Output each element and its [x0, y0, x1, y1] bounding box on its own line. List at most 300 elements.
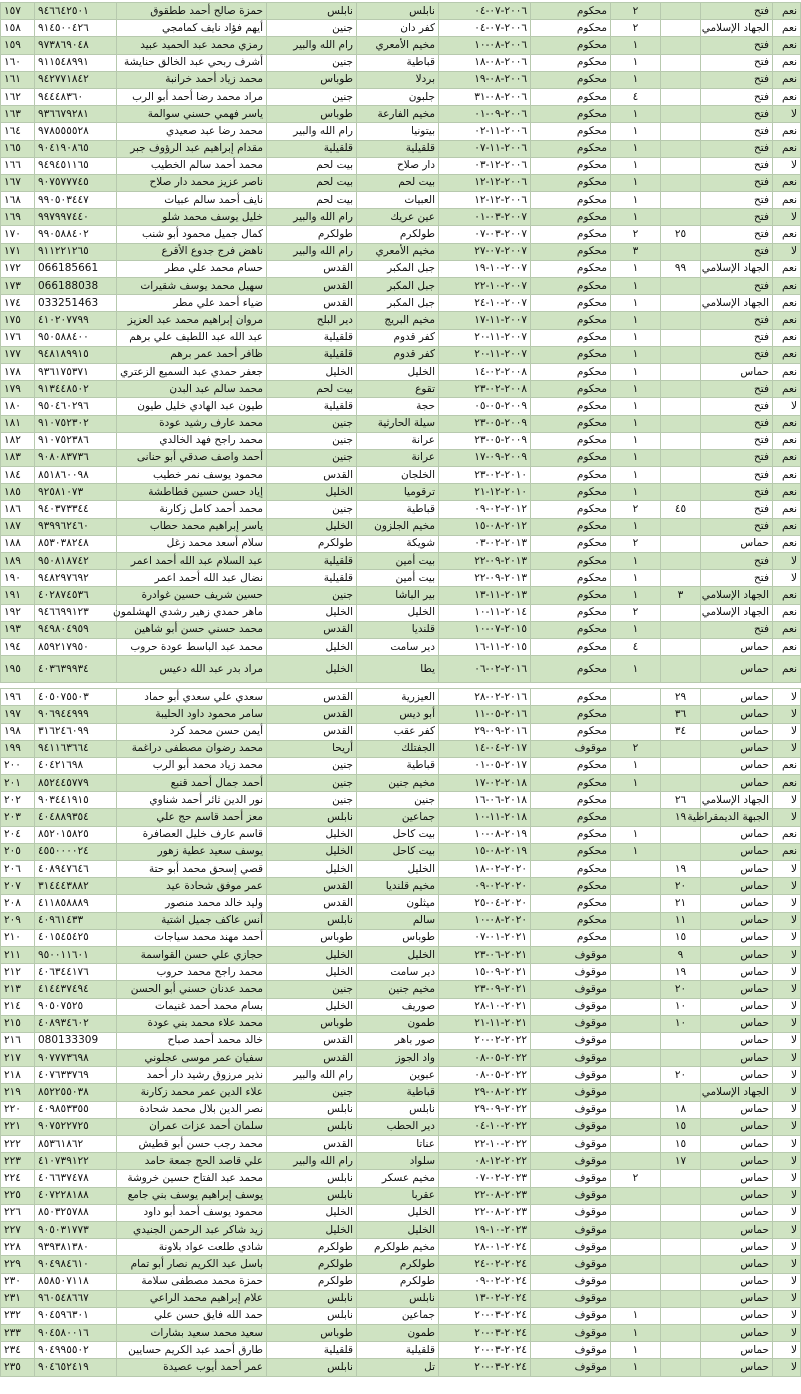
count-b-cell [661, 71, 701, 88]
town-cell: عقربا [357, 1187, 439, 1204]
answer-cell: نعم [773, 381, 801, 398]
count-b-cell [661, 553, 701, 570]
table-row [1, 1325, 801, 1342]
faction-cell: حماس [701, 1256, 773, 1273]
row-number: ١٨٠ [1, 398, 35, 415]
faction-cell: فتح [701, 123, 773, 140]
status-cell: موقوف [531, 998, 611, 1015]
count-b-cell [661, 157, 701, 174]
town-cell: جماعين [357, 809, 439, 826]
town-cell: طولكرم [357, 226, 439, 243]
status-cell: محكوم [531, 895, 611, 912]
date-cell: ٢٠٠٦-٠٧-٠٤ [439, 3, 531, 20]
governorate-cell: طولكرم [267, 1273, 357, 1290]
count-b-cell: ٤٥ [661, 501, 701, 518]
row-number: ٢١٣ [1, 981, 35, 998]
row-number: ١٨٤ [1, 467, 35, 484]
faction-cell: الجبهة الديمقراطية [701, 809, 773, 826]
answer-cell: لا [773, 106, 801, 123]
answer-cell: لا [773, 1273, 801, 1290]
governorate-cell: بيت لحم [267, 157, 357, 174]
count-b-cell [661, 775, 701, 792]
name-cell: محمد زياد محمد أبو الرب [117, 757, 267, 774]
status-cell: موقوف [531, 981, 611, 998]
answer-cell: نعم [773, 226, 801, 243]
town-cell: يطا [357, 656, 439, 683]
faction-cell: فتح [701, 467, 773, 484]
date-cell: ٢٠٠٩-٠٥-٢٣ [439, 432, 531, 449]
date-cell: ٢٠٠٧-٠٧-٢٧ [439, 243, 531, 260]
town-cell: الخليل [357, 363, 439, 380]
count-a-cell: ١ [611, 209, 661, 226]
date-cell: ٢٠٢٢-٠٥-٠٨ [439, 1050, 531, 1067]
table-row [1, 1050, 801, 1067]
table-row [1, 1273, 801, 1290]
table-row [1, 1015, 801, 1032]
answer-cell: لا [773, 1359, 801, 1376]
faction-cell: حماس [701, 1239, 773, 1256]
answer-cell: نعم [773, 415, 801, 432]
governorate-cell: نابلس [267, 1307, 357, 1324]
name-cell: سهيل محمد يوسف شقيرات [117, 278, 267, 295]
town-cell: نابلس [357, 1101, 439, 1118]
row-number: ١٧٤ [1, 295, 35, 312]
count-b-cell: ١٠ [661, 998, 701, 1015]
count-a-cell: ٢ [611, 1170, 661, 1187]
answer-cell: نعم [773, 638, 801, 655]
table-row [1, 621, 801, 638]
row-number: ٢٢٧ [1, 1221, 35, 1238]
faction-cell: حماس [701, 1204, 773, 1221]
count-b-cell [661, 398, 701, 415]
answer-cell: لا [773, 1153, 801, 1170]
count-b-cell: ١٥ [661, 929, 701, 946]
status-cell: موقوف [531, 1325, 611, 1342]
name-cell: محمد سالم عبد البدن [117, 381, 267, 398]
count-b-cell [661, 449, 701, 466]
faction-cell: حماس [701, 1221, 773, 1238]
status-cell: محكوم [531, 912, 611, 929]
governorate-cell: جنين [267, 775, 357, 792]
table-row [1, 243, 801, 260]
count-b-cell [661, 278, 701, 295]
town-cell: بيتونيا [357, 123, 439, 140]
count-a-cell: ١ [611, 432, 661, 449]
faction-cell: فتح [701, 106, 773, 123]
name-cell: خالد محمد أحمد صباح [117, 1032, 267, 1049]
name-cell: شادي طلعت عواد بلاونة [117, 1239, 267, 1256]
town-cell: دار صلاح [357, 157, 439, 174]
row-number: ١٧٣ [1, 278, 35, 295]
phone-cell: ٩٣٩٣٨١٣٨٠ [35, 1239, 117, 1256]
count-a-cell: ٣ [611, 243, 661, 260]
phone-cell: ٩٣٦٦٧٩٢٨١ [35, 106, 117, 123]
status-cell: موقوف [531, 1136, 611, 1153]
status-cell: محكوم [531, 621, 611, 638]
phone-cell: ٩٠٤٥٨٠٠١٦ [35, 1325, 117, 1342]
faction-cell: حماس [701, 861, 773, 878]
faction-cell: حماس [701, 912, 773, 929]
date-cell: ٢٠٠٧-٠٣-٠١ [439, 209, 531, 226]
faction-cell: حماس [701, 706, 773, 723]
faction-cell: فتح [701, 209, 773, 226]
date-cell: ٢٠٠٧-١٠-١٩ [439, 260, 531, 277]
governorate-cell: القدس [267, 1050, 357, 1067]
row-number: ١٧٠ [1, 226, 35, 243]
count-a-cell: ١ [611, 467, 661, 484]
date-cell: ٢٠٢٤-٠٣-٢٠ [439, 1325, 531, 1342]
governorate-cell: القدس [267, 467, 357, 484]
table-row [1, 295, 801, 312]
row-number: ١٧٧ [1, 346, 35, 363]
governorate-cell: الخليل [267, 484, 357, 501]
governorate-cell: طوباس [267, 1015, 357, 1032]
date-cell: ٢٠٢٢-٠٨-٢٩ [439, 1084, 531, 1101]
table-row [1, 535, 801, 552]
governorate-cell: نابلس [267, 3, 357, 20]
table-row [1, 792, 801, 809]
faction-cell: حماس [701, 946, 773, 963]
name-cell: زيد شاكر عبد الرحمن الجنيدي [117, 1221, 267, 1238]
faction-cell: الجهاد الإسلامي [701, 260, 773, 277]
count-b-cell: ٢٥ [661, 226, 701, 243]
count-a-cell [611, 1101, 661, 1118]
faction-cell: حماس [701, 981, 773, 998]
governorate-cell: الخليل [267, 964, 357, 981]
status-cell: محكوم [531, 106, 611, 123]
faction-cell: فتح [701, 398, 773, 415]
town-cell: سالم [357, 912, 439, 929]
status-cell: محكوم [531, 192, 611, 209]
faction-cell: فتح [701, 157, 773, 174]
count-b-cell: ٣ [661, 587, 701, 604]
phone-cell: ٩٠٧٥٧٧٧٤٥ [35, 174, 117, 191]
town-cell: كفر عقب [357, 723, 439, 740]
name-cell: أشرف ربحي عبد الخالق حنايشة [117, 54, 267, 71]
status-cell: موقوف [531, 1256, 611, 1273]
table-row [1, 998, 801, 1015]
answer-cell: نعم [773, 363, 801, 380]
faction-cell: الجهاد الإسلامي [701, 587, 773, 604]
count-b-cell: ٩ [661, 946, 701, 963]
name-cell: ياسر فهمي حسني سوالمة [117, 106, 267, 123]
town-cell: ترقوميا [357, 484, 439, 501]
faction-cell: حماس [701, 1067, 773, 1084]
row-number: ١٦٢ [1, 88, 35, 105]
town-cell: الجفتلك [357, 740, 439, 757]
name-cell: خليل يوسف محمد شلو [117, 209, 267, 226]
count-a-cell [611, 895, 661, 912]
name-cell: أحمد مهند محمد سياجات [117, 929, 267, 946]
phone-cell: ٩٤٩٨٠٤٩٥٩ [35, 621, 117, 638]
count-a-cell: ١ [611, 312, 661, 329]
count-a-cell: ٤ [611, 88, 661, 105]
count-b-cell [661, 757, 701, 774]
count-a-cell [611, 878, 661, 895]
count-b-cell [661, 54, 701, 71]
answer-cell: لا [773, 1101, 801, 1118]
count-a-cell: ١ [611, 329, 661, 346]
status-cell: محكوم [531, 346, 611, 363]
status-cell: محكوم [531, 381, 611, 398]
town-cell: مخيم الفارعة [357, 106, 439, 123]
count-b-cell [661, 1050, 701, 1067]
answer-cell: لا [773, 1204, 801, 1221]
table-row [1, 638, 801, 655]
status-cell: موقوف [531, 1221, 611, 1238]
faction-cell: حماس [701, 1187, 773, 1204]
date-cell: ٢٠٢٠-٠٢-٠٩ [439, 878, 531, 895]
count-b-cell [661, 535, 701, 552]
table-row [1, 895, 801, 912]
row-number: ١٨٩ [1, 553, 35, 570]
name-cell: محمد عدنان حسني أبو الحسن [117, 981, 267, 998]
town-cell: مخيم جنين [357, 775, 439, 792]
count-b-cell [661, 363, 701, 380]
town-cell: الخليل [357, 1221, 439, 1238]
answer-cell: لا [773, 981, 801, 998]
faction-cell: حماس [701, 775, 773, 792]
name-cell: محمد حسني حسن أبو شاهين [117, 621, 267, 638]
phone-cell: ٨٥٣٠٣٨٢٤٨ [35, 535, 117, 552]
name-cell: حسين شريف حسين غوادرة [117, 587, 267, 604]
count-b-cell: ٣٤ [661, 723, 701, 740]
phone-cell: ٩٤١١٦٣٦٦٤ [35, 740, 117, 757]
phone-cell: ٤٠٥٠٧٥٥٠٣ [35, 689, 117, 706]
answer-cell: لا [773, 398, 801, 415]
governorate-cell: نابلس [267, 912, 357, 929]
town-cell: قلنديا [357, 621, 439, 638]
status-cell: محكوم [531, 209, 611, 226]
count-a-cell: ١ [611, 295, 661, 312]
row-number: ٢١٦ [1, 1032, 35, 1049]
governorate-cell: دير البلح [267, 312, 357, 329]
governorate-cell: الخليل [267, 604, 357, 621]
answer-cell: لا [773, 946, 801, 963]
town-cell: ميثلون [357, 895, 439, 912]
count-a-cell: ١ [611, 260, 661, 277]
town-cell: قباطية [357, 757, 439, 774]
date-cell: ٢٠١٣-٠٢-٠٣ [439, 535, 531, 552]
status-cell: محكوم [531, 638, 611, 655]
count-a-cell [611, 1136, 661, 1153]
row-number: ١٩٢ [1, 604, 35, 621]
status-cell: محكوم [531, 432, 611, 449]
count-a-cell [611, 706, 661, 723]
town-cell: مخيم الأمعري [357, 37, 439, 54]
count-a-cell [611, 689, 661, 706]
answer-cell: نعم [773, 295, 801, 312]
name-cell: ياسر إبراهيم محمد حطاب [117, 518, 267, 535]
answer-cell: نعم [773, 621, 801, 638]
row-number: ١٧٨ [1, 363, 35, 380]
faction-cell: حماس [701, 1325, 773, 1342]
status-cell: موقوف [531, 1015, 611, 1032]
governorate-cell: نابلس [267, 1359, 357, 1376]
town-cell: بيت لحم [357, 174, 439, 191]
count-a-cell [611, 946, 661, 963]
faction-cell: حماس [701, 964, 773, 981]
status-cell: محكوم [531, 929, 611, 946]
answer-cell: لا [773, 1067, 801, 1084]
date-cell: ٢٠٠٦-١١-٠٢ [439, 123, 531, 140]
count-b-cell [661, 381, 701, 398]
date-cell: ٢٠٠٩-٠٩-١٧ [439, 449, 531, 466]
status-cell: محكوم [531, 398, 611, 415]
answer-cell: نعم [773, 484, 801, 501]
phone-cell: ٤٠٦٦٣٧٤٧٨ [35, 1170, 117, 1187]
row-number: ٢٢٨ [1, 1239, 35, 1256]
phone-cell: ٩٤٨٢٩٧٦٩٢ [35, 570, 117, 587]
row-number: ٢١٤ [1, 998, 35, 1015]
phone-cell: ٩٠٤٦٥٢٤١٩ [35, 1359, 117, 1376]
faction-cell: حماس [701, 1136, 773, 1153]
status-cell: محكوم [531, 570, 611, 587]
row-number: ٢١١ [1, 946, 35, 963]
name-cell: محمد رضوان مصطفى دراغمة [117, 740, 267, 757]
date-cell: ٢٠٢٢-٠٥-٠٨ [439, 1067, 531, 1084]
town-cell: الخليل [357, 946, 439, 963]
phone-cell: ٨٥١٨٦٠٠٩٨ [35, 467, 117, 484]
phone-cell: ٩٤٤٤٨٣٦٠ [35, 88, 117, 105]
answer-cell: لا [773, 861, 801, 878]
answer-cell: نعم [773, 54, 801, 71]
status-cell: محكوم [531, 415, 611, 432]
table-row [1, 964, 801, 981]
governorate-cell: طوباس [267, 106, 357, 123]
phone-cell: ٩١٤٥٠٠٤٢٦ [35, 20, 117, 37]
answer-cell: نعم [773, 346, 801, 363]
table-row [1, 501, 801, 518]
count-b-cell: ٢٠ [661, 878, 701, 895]
row-number: ٢٣٤ [1, 1342, 35, 1359]
answer-cell: نعم [773, 174, 801, 191]
table-row [1, 37, 801, 54]
status-cell: موقوف [531, 1307, 611, 1324]
count-a-cell: ١ [611, 54, 661, 71]
table-row [1, 809, 801, 826]
faction-cell: فتح [701, 226, 773, 243]
table-row [1, 123, 801, 140]
faction-cell: حماس [701, 895, 773, 912]
faction-cell: حماس [701, 363, 773, 380]
count-b-cell: ٢١ [661, 895, 701, 912]
row-number: ١٧٩ [1, 381, 35, 398]
governorate-cell: قلقيلية [267, 1342, 357, 1359]
table-row [1, 192, 801, 209]
row-number: ١٥٧ [1, 3, 35, 20]
town-cell: صور باهر [357, 1032, 439, 1049]
name-cell: عبد السلام عبد الله أحمد اعمر [117, 553, 267, 570]
faction-cell: فتح [701, 243, 773, 260]
phone-cell: ٩٤٦٦٩٩١٢٣ [35, 604, 117, 621]
name-cell: حمزة محمد مصطفى سلامة [117, 1273, 267, 1290]
count-b-cell [661, 1342, 701, 1359]
count-a-cell: ١ [611, 346, 661, 363]
count-b-cell: ١١ [661, 912, 701, 929]
date-cell: ٢٠٠٧-١٠-٢٢ [439, 278, 531, 295]
row-number: ١٩٩ [1, 740, 35, 757]
faction-cell: حماس [701, 1015, 773, 1032]
count-a-cell [611, 1187, 661, 1204]
count-a-cell [611, 912, 661, 929]
phone-cell: ٩٠٤٥٩٦٣٠١ [35, 1307, 117, 1324]
date-cell: ٢٠١٢-٠٨-١٥ [439, 518, 531, 535]
name-cell: رمزي محمد عبد الحميد عبيد [117, 37, 267, 54]
governorate-cell: طولكرم [267, 1256, 357, 1273]
town-cell: عين عريك [357, 209, 439, 226]
governorate-cell: بيت لحم [267, 174, 357, 191]
row-number: ١٨٦ [1, 501, 35, 518]
status-cell: محكوم [531, 826, 611, 843]
count-a-cell: ٢ [611, 3, 661, 20]
answer-cell: لا [773, 1170, 801, 1187]
name-cell: طارق أحمد عبد الكريم حسايين [117, 1342, 267, 1359]
date-cell: ٢٠١٨-١١-١٠ [439, 809, 531, 826]
answer-cell: لا [773, 243, 801, 260]
count-b-cell: ٢٠ [661, 1067, 701, 1084]
count-a-cell: ١ [611, 553, 661, 570]
row-number: ١٦٧ [1, 174, 35, 191]
table-row [1, 106, 801, 123]
name-cell: سامر محمود داود الحليبة [117, 706, 267, 723]
phone-cell: ٩٠٤٩٩٥٥٠٢ [35, 1342, 117, 1359]
row-number: ٢١٨ [1, 1067, 35, 1084]
status-cell: موقوف [531, 1204, 611, 1221]
name-cell: محمد راجح محمد حروب [117, 964, 267, 981]
name-cell: قصي إسحق محمد أبو حتة [117, 861, 267, 878]
name-cell: وليد خالد محمد منصور [117, 895, 267, 912]
row-number: ٢٢٩ [1, 1256, 35, 1273]
count-b-cell [661, 467, 701, 484]
count-b-cell: ١٠ [661, 1015, 701, 1032]
town-cell: عبوين [357, 1067, 439, 1084]
phone-cell: ٣١٦٢٤٦٠٩٩ [35, 723, 117, 740]
town-cell: بيت أمين [357, 570, 439, 587]
town-cell: بردلا [357, 71, 439, 88]
count-b-cell [661, 432, 701, 449]
phone-cell: ٩٤٦٦٤٢٥٠١ [35, 3, 117, 20]
row-number: ٢١٢ [1, 964, 35, 981]
faction-cell: فتح [701, 192, 773, 209]
name-cell: محمد زياد أحمد خرانبة [117, 71, 267, 88]
name-cell: ظافر أحمد عمر برهم [117, 346, 267, 363]
date-cell: ٢٠٠٧-١١-١٧ [439, 312, 531, 329]
table-row [1, 226, 801, 243]
count-a-cell: ١ [611, 157, 661, 174]
count-a-cell: ١ [611, 398, 661, 415]
count-a-cell [611, 1084, 661, 1101]
governorate-cell: طولكرم [267, 1239, 357, 1256]
row-number: ٢٣٥ [1, 1359, 35, 1376]
name-cell: نور الدين ثائر أحمد شناوي [117, 792, 267, 809]
answer-cell: لا [773, 706, 801, 723]
table-row [1, 1153, 801, 1170]
answer-cell: لا [773, 895, 801, 912]
count-b-cell [661, 1204, 701, 1221]
count-b-cell [661, 656, 701, 683]
date-cell: ٢٠١٦-٠٥-١١ [439, 706, 531, 723]
status-cell: محكوم [531, 553, 611, 570]
town-cell: صوريف [357, 998, 439, 1015]
count-a-cell [611, 981, 661, 998]
count-a-cell [611, 1290, 661, 1307]
table-row [1, 329, 801, 346]
status-cell: محكوم [531, 689, 611, 706]
status-cell: موقوف [531, 1359, 611, 1376]
town-cell: قباطية [357, 1084, 439, 1101]
faction-cell: حماس [701, 1118, 773, 1135]
